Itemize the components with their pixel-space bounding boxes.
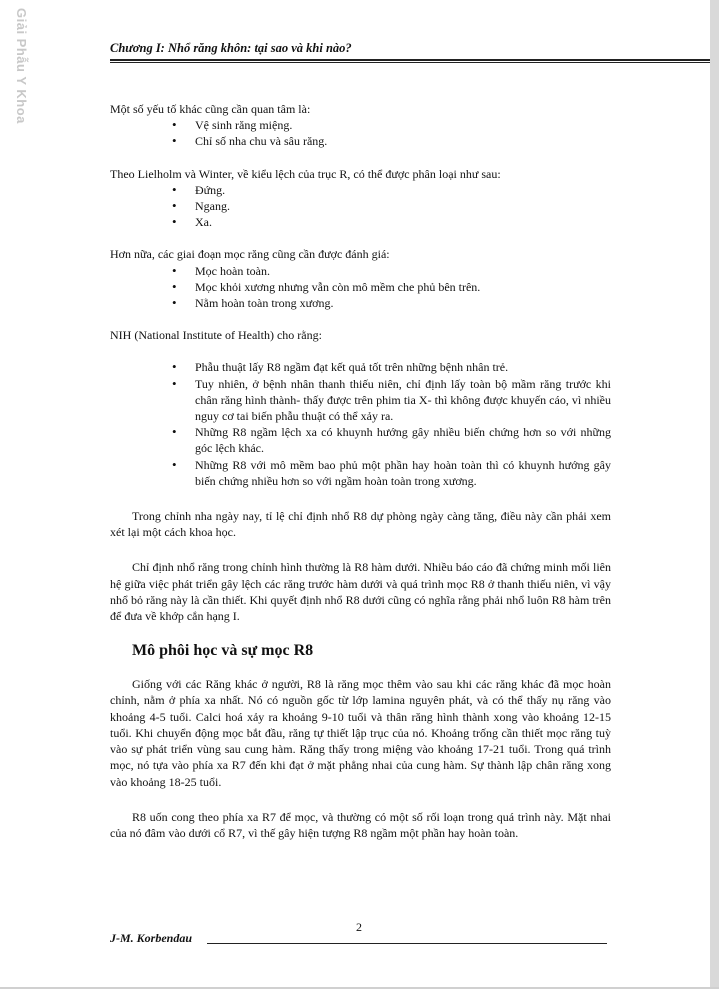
list-item: • Phẫu thuật lấy R8 ngầm đạt kết quả tốt trên những bệnh nhân trẻ. [110,359,611,375]
list-item: • Vệ sinh răng miệng. [110,117,611,133]
paragraph-embryology: Giống với các Răng khác ở người, R8 là răng mọc thêm vào sau khi các răng khác đã mọc hoàn chỉnh, nằm ở phía xa nhất. Nó có nguồn gốc từ lớp lamina nguyên phát, và có thể thấy nụ răng vào khoảng 4-5 tuổi. Calci hoá xảy ra khoảng 9-10 tuổi và thân răng hình thành xong vào khoảng 12-15 tuổi. Khi chuyển động mọc bắt đầu, răng tự thiết lập trục của nó. Khoảng trống cần thiết mọc răng tuỳ vào sự phát triển vùng sau cung hàm. Răng thấy trong miệng vào khoảng 17-21 tuổi. Trong quá trình mọc, nó tựa vào phía xa R7 đến khi đạt ở mặt phẳng nhai của cung hàm. Sự thành lập chân răng xong vào khoảng 18-25 tuổi. [110,677,611,789]
list-item: • Chỉ số nha chu và sâu răng. [110,133,611,149]
list-item: • Mọc hoàn toàn. [110,263,611,279]
intro-other-factors: Một số yếu tố khác cũng cần quan tâm là: [110,102,311,116]
footer-author: J-M. Korbendau [110,931,193,945]
header-rule [110,59,710,61]
header-rule-thin [110,62,710,63]
intro-eruption-stages: Hơn nữa, các giai đoạn mọc răng cũng cần được đánh giá: [110,247,390,262]
list-item: • Những R8 với mô mềm bao phủ một phần hay hoàn toàn thì có khuynh hướng gây biến chứng nhiều hơn so với ngầm hoàn toàn trong xương. [110,457,611,489]
list-item: • Nằm hoàn toàn trong xương. [110,295,611,311]
list-item: • Đứng. [110,182,611,198]
intro-classification: Theo Lielholm và Winter, về kiểu lệch của trục R, có thể được phân loại như sau: [110,166,501,181]
intro-nih: NIH (National Institute of Health) cho rằng: [110,328,322,343]
document-body [110,101,611,841]
list-item: • Mọc khỏi xương nhưng vẫn còn mô mềm che phủ bên trên. [110,279,611,295]
list-item: • Những R8 ngầm lệch xa có khuynh hướng gây nhiều biến chứng hơn so với những góc lệch khác. [110,424,611,456]
paragraph-indication: Chỉ định nhổ răng trong chỉnh hình thường là R8 hàm dưới. Nhiều báo cáo đã chứng minh mối liên hệ giữa việc phát triển gây lệch các răng trước hàm dưới và quá trình mọc R8 ở thanh thiếu niên, vì vậy nhổ bỏ răng này là cần thiết. Khi quyết định nhổ R8 dưới cũng có nghĩa rằng phải nhổ luôn R8 hàm trên để đưa về khớp cắn hạng I. [110,560,611,624]
side-watermark: Giải Phẫu Y Khoa [14,8,29,124]
list-item: • Tuy nhiên, ở bệnh nhân thanh thiếu niên, chỉ định lấy toàn bộ mầm răng trước khi chân răng hình thành- thấy được trên phim tia X- thì không được khuyến cáo, vì nhiều nguy cơ tai biến phẫu thuật có thể xảy ra. [110,376,611,425]
page-number: 2 [356,920,362,934]
paragraph-eruption: R8 uốn cong theo phía xa R7 để mọc, và thường có một số rối loạn trong quá trình này. Mặt nhai của nó đâm vào dưới cổ R7, vì thế gây hiện tượng R8 ngầm một phần hay hoàn toàn. [110,809,611,840]
list-item: • Ngang. [110,198,611,214]
chapter-header: Chương I: Nhổ răng khôn: tại sao và khi nào? [110,41,352,55]
paragraph-orthodontics: Trong chỉnh nha ngày nay, tỉ lệ chỉ định nhổ R8 dự phòng ngày càng tăng, điều này cần phải xem xét lại một cách khoa học. [110,509,611,540]
list-item: • Xa. [110,214,611,230]
bullet-list-nih [110,359,611,489]
section-heading: Mô phôi học và sự mọc R8 [132,642,314,660]
page-edge-right [710,0,719,989]
bullet-list-eruption-stages [110,263,611,312]
bullet-list-factors [110,117,611,149]
bullet-list-classification [110,182,611,231]
footer-rule [207,943,607,944]
